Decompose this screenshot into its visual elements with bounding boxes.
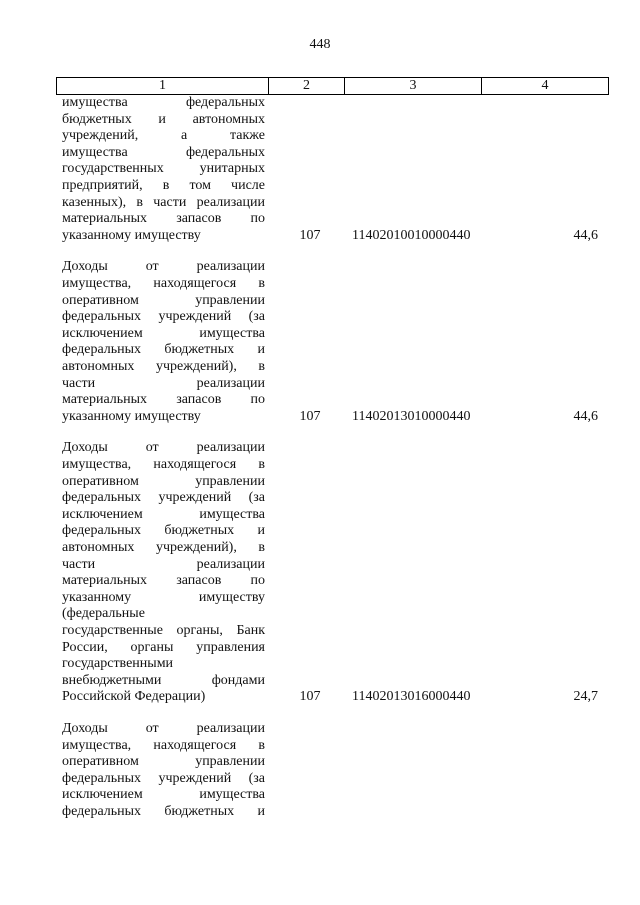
description-line: имущества, находящегося в: [62, 275, 265, 291]
description-line: оперативном управлении: [62, 754, 265, 770]
description-line: Российской Федерации): [62, 689, 206, 705]
description-line: предприятий, в том числе: [62, 177, 265, 193]
description-line: материальных запасов по: [62, 573, 265, 589]
description-line: имущества федеральных: [62, 95, 265, 110]
header-col-3: 3: [345, 78, 482, 94]
description-line: федеральных бюджетных и: [62, 803, 265, 819]
description-line: бюджетных и автономных: [62, 111, 265, 127]
description-line: исключением имущества: [62, 506, 265, 522]
row-description: [62, 259, 265, 425]
description-line: Доходы от реализации: [62, 721, 265, 736]
row-code: 107: [299, 227, 321, 243]
description-line: автономных учреждений), в: [62, 539, 265, 555]
description-line: казенных), в части реализации: [62, 194, 265, 210]
description-line: Доходы от реализации: [62, 259, 265, 275]
header-col-1: 1: [57, 78, 269, 94]
description-line: части реализации: [62, 375, 265, 391]
row-amount: 44,6: [573, 408, 598, 424]
description-line: части реализации: [62, 556, 265, 572]
description-line: государственных унитарных: [62, 161, 265, 177]
description-line: федеральных бюджетных и: [62, 342, 265, 358]
description-line: указанному имуществу: [62, 227, 201, 243]
description-line: исключением имущества: [62, 325, 265, 341]
description-line: автономных учреждений), в: [62, 358, 265, 374]
description-line: России, органы управления: [62, 639, 265, 655]
row-kbk: 11402013010000440: [352, 408, 471, 424]
description-line: указанному имуществу: [62, 589, 265, 605]
header-col-2: 2: [269, 78, 345, 94]
row-description: [62, 95, 265, 244]
row-amount: 24,7: [573, 689, 598, 705]
row-kbk: 11402010010000440: [352, 227, 471, 243]
description-line: указанному имуществу: [62, 408, 201, 424]
description-line: государственными: [62, 656, 174, 672]
description-line: материальных запасов по: [62, 392, 265, 408]
description-line: учреждений, а также: [62, 128, 265, 144]
row-code: 107: [299, 408, 321, 424]
table-header: [56, 77, 609, 95]
description-line: оперативном управлении: [62, 473, 265, 489]
row-description: [62, 440, 265, 706]
description-line: федеральных учреждений (за: [62, 309, 265, 325]
description-line: имущества федеральных: [62, 144, 265, 160]
description-line: исключением имущества: [62, 787, 265, 803]
description-line: имущества, находящегося в: [62, 737, 265, 753]
row-amount: 44,6: [573, 227, 598, 243]
description-line: федеральных учреждений (за: [62, 770, 265, 786]
description-line: Доходы от реализации: [62, 440, 265, 456]
header-col-4: 4: [541, 78, 549, 93]
description-line: внебюджетными фондами: [62, 672, 265, 688]
row-code: 107: [299, 689, 321, 705]
description-line: оперативном управлении: [62, 292, 265, 308]
row-description: [62, 721, 265, 821]
description-line: государственные органы, Банк: [62, 622, 265, 638]
description-line: материальных запасов по: [62, 211, 265, 227]
description-line: федеральных бюджетных и: [62, 523, 265, 539]
description-line: федеральных учреждений (за: [62, 490, 265, 506]
description-line: (федеральные: [62, 606, 145, 622]
row-kbk: 11402013016000440: [352, 689, 471, 705]
page-number: 448: [309, 37, 331, 52]
description-line: имущества, находящегося в: [62, 456, 265, 472]
